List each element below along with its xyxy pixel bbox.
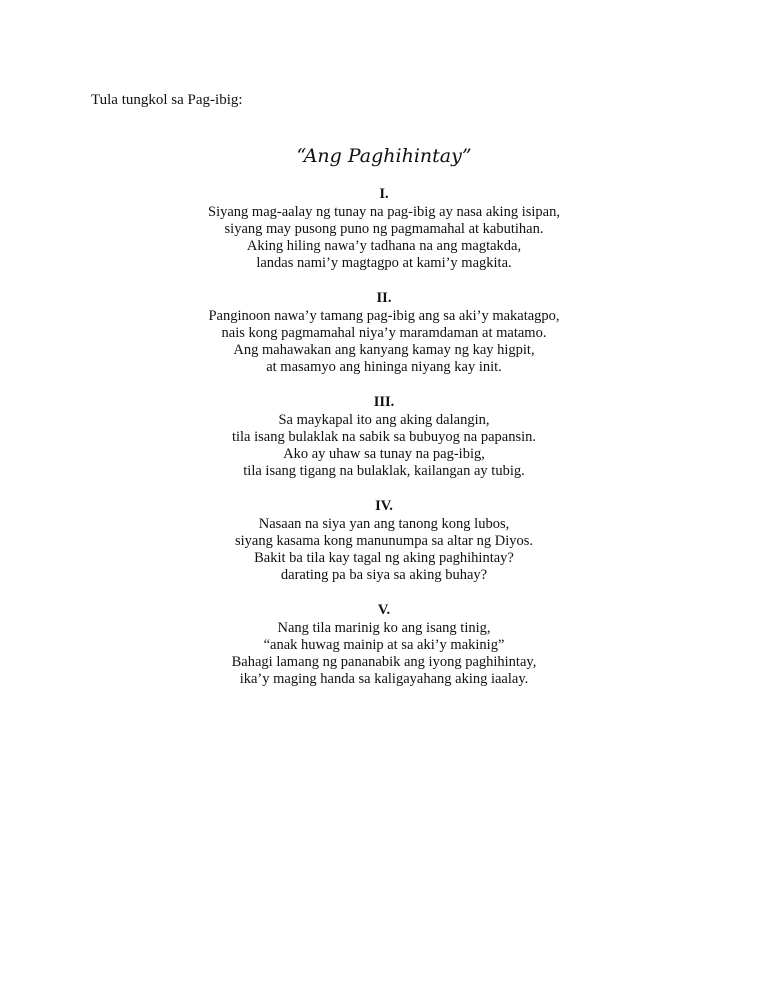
poem-line: Nang tila marinig ko ang isang tinig,: [277, 619, 491, 636]
poem-line: at masamyo ang hininga niyang kay init.: [266, 359, 502, 376]
poem-line: Bahagi lamang ng pananabik ang iyong paghihintay,: [231, 654, 537, 671]
poem-line: Nasaan na siya yan ang tanong kong lubos,: [258, 515, 510, 532]
stanza-2: [0, 290, 768, 377]
stanza-5: [0, 602, 768, 689]
poem-line: Bakit ba tila kay tagal ng aking paghihintay?: [254, 550, 514, 567]
poem-line: darating pa ba siya sa aking buhay?: [280, 567, 488, 584]
poem-line: nais kong pagmamahal niya’y maramdaman at matamo.: [221, 324, 547, 341]
poem-line: Siyang mag-aalay ng tunay na pag-ibig ay nasa aking isipan,: [208, 203, 560, 220]
stanza-4: [0, 498, 768, 585]
poem-line: ika’y maging handa sa kaligayahang aking iaalay.: [239, 671, 529, 688]
stanza-numeral: II.: [376, 290, 392, 306]
stanza-numeral: V.: [377, 602, 391, 618]
poem-line: siyang may pusong puno ng pagmamahal at kabutihan.: [224, 220, 544, 237]
stanza-numeral: IV.: [375, 498, 393, 514]
intro-text: Tula tungkol sa Pag-ibig:: [91, 92, 243, 108]
poem-title: “Ang Paghihintay”: [296, 145, 472, 167]
poem-line: Aking hiling nawa’y tadhana na ang magtakda,: [246, 238, 522, 255]
poem-line: Ang mahawakan ang kanyang kamay ng kay higpit,: [233, 342, 535, 359]
stanza-numeral: III.: [373, 394, 395, 410]
poem-line: “anak huwag mainip at sa aki’y makinig”: [263, 636, 505, 653]
stanza-1: [0, 186, 768, 273]
stanza-3: [0, 394, 768, 481]
poem-line: tila isang bulaklak na sabik sa bubuyog na papansin.: [231, 428, 537, 445]
poem-line: Panginoon nawa’y tamang pag-ibig ang sa aki’y makatagpo,: [208, 307, 560, 324]
poem-line: tila isang tigang na bulaklak, kailangan ay tubig.: [243, 463, 525, 480]
stanza-numeral: I.: [379, 186, 389, 202]
poem-line: Ako ay uhaw sa tunay na pag-ibig,: [283, 446, 485, 463]
poem-line: Sa maykapal ito ang aking dalangin,: [278, 411, 490, 428]
poem-line: landas nami’y magtagpo at kami’y magkita.: [256, 255, 512, 272]
poem-line: siyang kasama kong manunumpa sa altar ng Diyos.: [235, 532, 533, 549]
